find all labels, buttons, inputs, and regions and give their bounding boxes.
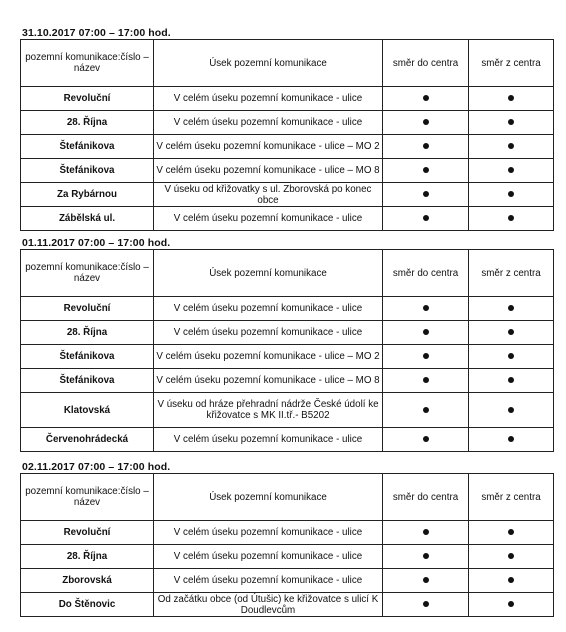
road-name: Revoluční xyxy=(21,521,154,545)
road-name: 28. Října xyxy=(21,321,154,345)
bullet-dot-icon xyxy=(508,191,514,197)
bullet-dot-icon xyxy=(423,95,429,101)
header-to-center: směr do centra xyxy=(383,250,469,297)
bullet-dot-icon xyxy=(508,436,514,442)
closure-table xyxy=(20,473,554,617)
road-name: Štefánikova xyxy=(21,159,154,183)
table-row xyxy=(21,345,554,369)
segment-text: V celém úseku pozemní komunikace - ulice xyxy=(154,297,383,321)
to-center-cell xyxy=(383,297,469,321)
header-from-center: směr z centra xyxy=(469,250,554,297)
header-from-center: směr z centra xyxy=(469,474,554,521)
bullet-dot-icon xyxy=(508,577,514,583)
bullet-dot-icon xyxy=(423,353,429,359)
bullet-dot-icon xyxy=(508,305,514,311)
from-center-cell xyxy=(469,521,554,545)
from-center-cell xyxy=(469,393,554,428)
table-row xyxy=(21,569,554,593)
bullet-dot-icon xyxy=(423,215,429,221)
from-center-cell xyxy=(469,369,554,393)
bullet-dot-icon xyxy=(508,119,514,125)
road-name: Zábělská ul. xyxy=(21,207,154,231)
road-name: 28. Října xyxy=(21,111,154,135)
road-name: Klatovská xyxy=(21,393,154,428)
segment-text: V úseku od křižovatky s ul. Zborovská po konec obce xyxy=(154,183,383,207)
to-center-cell xyxy=(383,345,469,369)
table-row xyxy=(21,135,554,159)
table-header-row xyxy=(21,40,554,87)
section-date: 02.11.2017 07:00 – 17:00 hod. xyxy=(22,461,171,473)
to-center-cell xyxy=(383,428,469,452)
from-center-cell xyxy=(469,111,554,135)
road-name: Revoluční xyxy=(21,297,154,321)
table-row xyxy=(21,545,554,569)
section-date: 31.10.2017 07:00 – 17:00 hod. xyxy=(22,27,171,39)
table-row xyxy=(21,321,554,345)
road-name: Do Štěnovic xyxy=(21,593,154,617)
segment-text: V úseku od hráze přehradní nádrže České údolí ke křižovatce s MK II.tř.- B5202 xyxy=(154,393,383,428)
road-name: Štefánikova xyxy=(21,369,154,393)
segment-text: V celém úseku pozemní komunikace - ulice – MO 2 xyxy=(154,135,383,159)
bullet-dot-icon xyxy=(508,167,514,173)
bullet-dot-icon xyxy=(423,305,429,311)
to-center-cell xyxy=(383,111,469,135)
to-center-cell xyxy=(383,393,469,428)
table-header-row xyxy=(21,250,554,297)
from-center-cell xyxy=(469,345,554,369)
to-center-cell xyxy=(383,321,469,345)
closure-table xyxy=(20,249,554,452)
road-name: Zborovská xyxy=(21,569,154,593)
to-center-cell xyxy=(383,159,469,183)
from-center-cell xyxy=(469,207,554,231)
to-center-cell xyxy=(383,135,469,159)
to-center-cell xyxy=(383,369,469,393)
bullet-dot-icon xyxy=(508,601,514,607)
segment-text: V celém úseku pozemní komunikace - ulice – MO 2 xyxy=(154,345,383,369)
road-name: Štefánikova xyxy=(21,135,154,159)
header-segment: Úsek pozemní komunikace xyxy=(154,250,383,297)
table-row xyxy=(21,207,554,231)
header-from-center: směr z centra xyxy=(469,40,554,87)
to-center-cell xyxy=(383,521,469,545)
from-center-cell xyxy=(469,183,554,207)
bullet-dot-icon xyxy=(423,119,429,125)
from-center-cell xyxy=(469,159,554,183)
bullet-dot-icon xyxy=(423,529,429,535)
from-center-cell xyxy=(469,545,554,569)
from-center-cell xyxy=(469,569,554,593)
bullet-dot-icon xyxy=(508,143,514,149)
to-center-cell xyxy=(383,569,469,593)
table-row xyxy=(21,521,554,545)
from-center-cell xyxy=(469,87,554,111)
bullet-dot-icon xyxy=(423,143,429,149)
bullet-dot-icon xyxy=(423,436,429,442)
to-center-cell xyxy=(383,87,469,111)
segment-text: Od začátku obce (od Útušic) ke křižovatce s ulicí K Doudlevcům xyxy=(154,593,383,617)
bullet-dot-icon xyxy=(508,95,514,101)
table-header-row xyxy=(21,474,554,521)
header-road: pozemní komunikace:číslo – název xyxy=(21,40,154,87)
bullet-dot-icon xyxy=(508,215,514,221)
closure-table xyxy=(20,39,554,231)
table-row xyxy=(21,87,554,111)
from-center-cell xyxy=(469,135,554,159)
bullet-dot-icon xyxy=(423,601,429,607)
section-date: 01.11.2017 07:00 – 17:00 hod. xyxy=(22,237,171,249)
segment-text: V celém úseku pozemní komunikace - ulice xyxy=(154,545,383,569)
segment-text: V celém úseku pozemní komunikace - ulice xyxy=(154,521,383,545)
table-row xyxy=(21,159,554,183)
segment-text: V celém úseku pozemní komunikace - ulice xyxy=(154,321,383,345)
bullet-dot-icon xyxy=(508,353,514,359)
table-row xyxy=(21,297,554,321)
table-row xyxy=(21,428,554,452)
road-name: Revoluční xyxy=(21,87,154,111)
header-to-center: směr do centra xyxy=(383,40,469,87)
table-row xyxy=(21,111,554,135)
table-row xyxy=(21,183,554,207)
to-center-cell xyxy=(383,593,469,617)
to-center-cell xyxy=(383,207,469,231)
bullet-dot-icon xyxy=(508,329,514,335)
table-row xyxy=(21,369,554,393)
segment-text: V celém úseku pozemní komunikace - ulice xyxy=(154,111,383,135)
segment-text: V celém úseku pozemní komunikace - ulice xyxy=(154,207,383,231)
segment-text: V celém úseku pozemní komunikace - ulice xyxy=(154,428,383,452)
to-center-cell xyxy=(383,545,469,569)
segment-text: V celém úseku pozemní komunikace - ulice – MO 8 xyxy=(154,159,383,183)
header-segment: Úsek pozemní komunikace xyxy=(154,474,383,521)
bullet-dot-icon xyxy=(508,377,514,383)
road-name: Štefánikova xyxy=(21,345,154,369)
header-road: pozemní komunikace:číslo – název xyxy=(21,474,154,521)
from-center-cell xyxy=(469,297,554,321)
header-to-center: směr do centra xyxy=(383,474,469,521)
header-road: pozemní komunikace:číslo – název xyxy=(21,250,154,297)
bullet-dot-icon xyxy=(423,407,429,413)
table-row xyxy=(21,393,554,428)
from-center-cell xyxy=(469,321,554,345)
from-center-cell xyxy=(469,593,554,617)
bullet-dot-icon xyxy=(508,553,514,559)
bullet-dot-icon xyxy=(423,167,429,173)
bullet-dot-icon xyxy=(423,191,429,197)
table-row xyxy=(21,593,554,617)
bullet-dot-icon xyxy=(423,329,429,335)
road-name: 28. Října xyxy=(21,545,154,569)
bullet-dot-icon xyxy=(423,577,429,583)
segment-text: V celém úseku pozemní komunikace - ulice xyxy=(154,87,383,111)
road-name: Červenohrádecká xyxy=(21,428,154,452)
bullet-dot-icon xyxy=(508,407,514,413)
road-name: Za Rybárnou xyxy=(21,183,154,207)
to-center-cell xyxy=(383,183,469,207)
from-center-cell xyxy=(469,428,554,452)
header-segment: Úsek pozemní komunikace xyxy=(154,40,383,87)
bullet-dot-icon xyxy=(423,553,429,559)
bullet-dot-icon xyxy=(423,377,429,383)
bullet-dot-icon xyxy=(508,529,514,535)
segment-text: V celém úseku pozemní komunikace - ulice xyxy=(154,569,383,593)
segment-text: V celém úseku pozemní komunikace - ulice – MO 8 xyxy=(154,369,383,393)
